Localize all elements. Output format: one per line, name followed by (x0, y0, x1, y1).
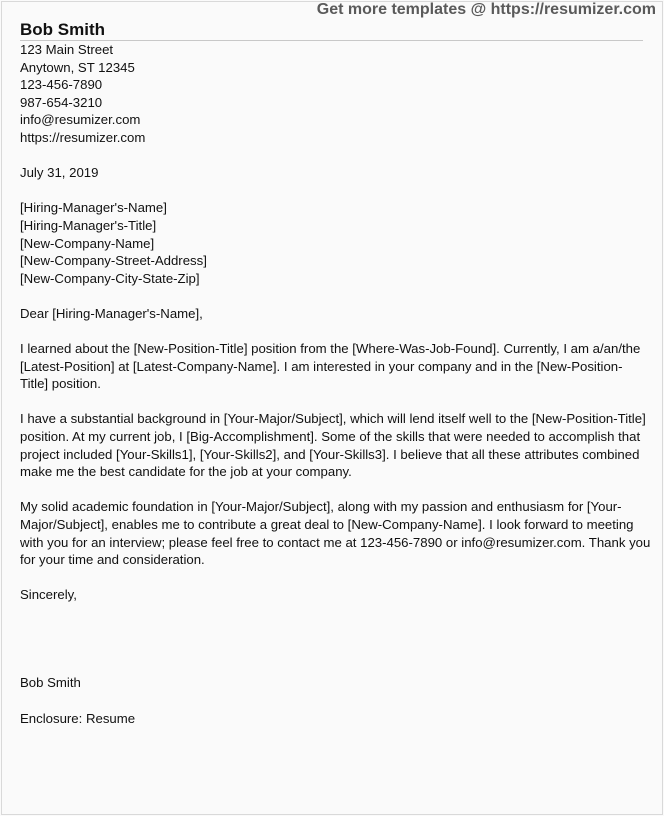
letter-body (20, 41, 651, 727)
sender-phone-1: 123-456-7890 (20, 77, 103, 93)
enclosure: Enclosure: Resume (20, 710, 136, 726)
body-paragraph-2 (20, 410, 644, 480)
recipient-address-block (20, 199, 644, 287)
closing: Sincerely, (20, 587, 77, 603)
letter-date: July 31, 2019 (20, 165, 99, 181)
paragraph-line: make me the best candidate for the job at your company. (20, 464, 352, 480)
recipient-name: [Hiring-Manager's-Name] (20, 200, 167, 216)
sender-street: 123 Main Street (20, 42, 114, 57)
paragraph-line: I learned about the [New-Position-Title] position from the [Where-Was-Job-Found]. Currently, I am a/an/the (20, 341, 641, 357)
recipient-city-state-zip: [New-Company-City-State-Zip] (20, 270, 200, 286)
paragraph-line: My solid academic foundation in [Your-Major/Subject], along with my passion and enthusiasm for [Your- (20, 499, 622, 515)
paragraph-line: I have a substantial background in [Your-Major/Subject], which will lend itself well to the [New-Position-Title] (20, 411, 646, 427)
sender-name: Bob Smith (20, 20, 105, 39)
body-paragraph-1 (20, 340, 644, 393)
sender-email: info@resumizer.com (20, 112, 141, 128)
sender-website: https://resumizer.com (20, 129, 146, 145)
recipient-title: [Hiring-Manager's-Title] (20, 217, 157, 233)
signature-space (20, 604, 644, 674)
recipient-company: [New-Company-Name] (20, 235, 155, 251)
recipient-street: [New-Company-Street-Address] (20, 253, 207, 269)
paragraph-line: for your time and consideration. (20, 552, 205, 568)
paragraph-line: with you for an interview; please feel free to contact me at 123-456-7890 or info@resumizer.com. Thank you (20, 534, 651, 550)
watermark-text[interactable]: Get more templates @ https://resumizer.com (316, 1, 656, 18)
paragraph-line: project included [Your-Skills1], [Your-Skills2], and [Your-Skills3]. I believe that all these attributes combined (20, 446, 640, 462)
paragraph-line: position. At my current job, I [Big-Accomplishment]. Some of the skills that were needed to accomplish that (20, 429, 641, 445)
salutation: Dear [Hiring-Manager's-Name], (20, 305, 203, 321)
body-paragraph-3 (20, 498, 651, 568)
sender-address-block (20, 41, 644, 147)
sender-phone-2: 987-654-3210 (20, 94, 103, 110)
signature-name: Bob Smith (20, 675, 81, 691)
sender-city-state-zip: Anytown, ST 12345 (20, 59, 135, 75)
paragraph-line: Major/Subject], enables me to contribute a great deal to [New-Company-Name]. I look forward to meeting (20, 517, 634, 533)
paragraph-line: Title] position. (20, 376, 101, 392)
paragraph-line: [Latest-Position] at [Latest-Company-Name]. I am interested in your company and in the [New-Position- (20, 358, 623, 374)
